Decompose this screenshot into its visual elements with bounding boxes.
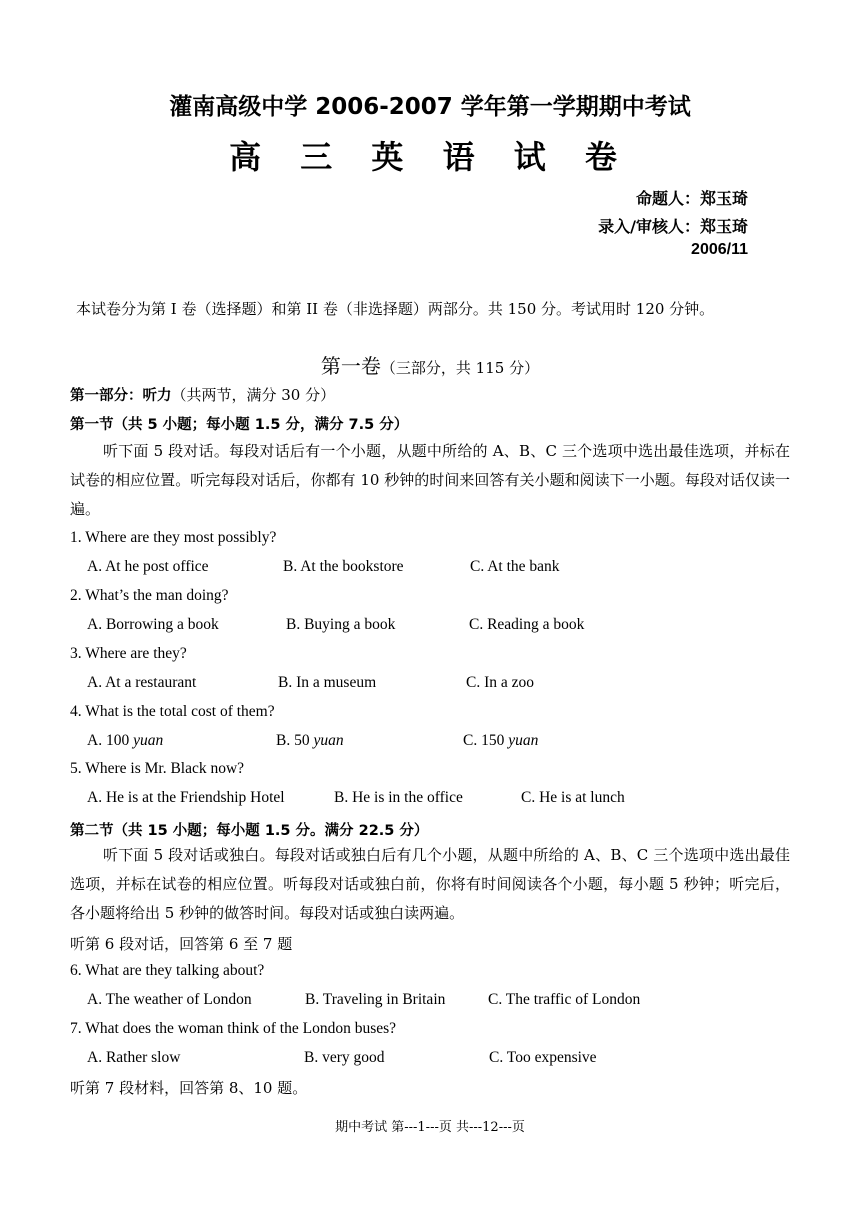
exam-subject-title: 高 三 英 语 试 卷 bbox=[229, 138, 631, 176]
author-line: 命题人：郑玉琦 bbox=[635, 189, 748, 208]
material-7-instruction: 听第 7 段材料，回答第 8、10 题。 bbox=[70, 1079, 308, 1097]
q4-option-c-text: C. 150 bbox=[463, 732, 509, 749]
q5-option-a: A. He is at the Friendship Hotel bbox=[87, 789, 285, 806]
q3-option-a: A. At a restaurant bbox=[87, 674, 197, 691]
question-5: 5. Where is Mr. Black now? bbox=[70, 760, 245, 777]
q1-option-b: B. At the bookstore bbox=[283, 558, 404, 575]
reviewer-line: 录入/审核人：郑玉琦 bbox=[598, 217, 748, 236]
question-1: 1. Where are they most possibly? bbox=[70, 529, 277, 546]
q4-option-c bbox=[463, 732, 538, 750]
q5-option-c: C. He is at lunch bbox=[521, 789, 625, 806]
part-one-heading bbox=[70, 384, 335, 405]
section-one-title: 第一节（共 5 小题；每小题 1.5 分，满分 7.5 分） bbox=[70, 417, 409, 433]
q6-option-c: C. The traffic of London bbox=[488, 991, 641, 1008]
volume-one-title: 第一卷 bbox=[320, 354, 381, 378]
q2-option-c: C. Reading a book bbox=[469, 616, 585, 633]
q4-option-a-unit: yuan bbox=[133, 732, 164, 749]
q5-option-b: B. He is in the office bbox=[334, 789, 463, 806]
section-two-instructions: 听下面 5 段对话或独白。每段对话或独白后有几个小题，从题中所给的 A、B、C 三个选项中选出最佳选项，并标在试卷的相应位置。听每段对话或独白前，你将有时间阅读各个小题，每小题 5 秒钟；听完后，各小题将给出 5 秒钟的做答时间。每段对话或独白读两遍。 bbox=[70, 846, 790, 922]
q3-option-c: C. In a zoo bbox=[466, 674, 535, 691]
q1-option-a: A. At he post office bbox=[87, 558, 209, 575]
part-one-title: 第一部分：听力 bbox=[70, 388, 172, 404]
volume-one-note: （三部分，共 115 分） bbox=[380, 359, 540, 377]
q4-option-b-text: B. 50 bbox=[276, 732, 314, 749]
question-4: 4. What is the total cost of them? bbox=[70, 703, 275, 720]
q4-option-a-text: A. 100 bbox=[87, 732, 134, 749]
q4-option-a bbox=[87, 732, 163, 750]
volume-one-heading bbox=[0, 350, 860, 379]
question-6: 6. What are they talking about? bbox=[70, 962, 265, 979]
q1-option-c: C. At the bank bbox=[470, 558, 560, 575]
q7-option-a: A. Rather slow bbox=[87, 1049, 181, 1066]
q2-option-b: B. Buying a book bbox=[286, 616, 396, 633]
page-footer: 期中考试 第---1---页 共---12---页 bbox=[335, 1120, 525, 1135]
part-one-note: （共两节，满分 30 分） bbox=[171, 386, 336, 404]
question-7: 7. What does the woman think of the London buses? bbox=[70, 1020, 397, 1037]
section-one-instructions: 听下面 5 段对话。每段对话后有一个小题，从题中所给的 A、B、C 三个选项中选出最佳选项，并标在试卷的相应位置。听完每段对话后，你都有 10 秒钟的时间来回答有关小题和阅读下一小题。每段对话仅读一遍。 bbox=[70, 442, 790, 518]
q7-option-b: B. very good bbox=[304, 1049, 385, 1066]
q3-option-b: B. In a museum bbox=[278, 674, 377, 691]
question-3: 3. Where are they? bbox=[70, 645, 187, 662]
section-two-title: 第二节（共 15 小题；每小题 1.5 分。满分 22.5 分） bbox=[70, 823, 429, 839]
q2-option-a: A. Borrowing a book bbox=[87, 616, 219, 633]
q4-option-b bbox=[276, 732, 344, 750]
q4-option-c-unit: yuan bbox=[508, 732, 539, 749]
school-exam-title: 灌南高级中学 2006-2007 学年第一学期期中考试 bbox=[169, 94, 691, 120]
exam-intro: 本试卷分为第 I 卷（选择题）和第 II 卷（非选择题）两部分。共 150 分。考试用时 120 分钟。 bbox=[76, 300, 715, 318]
question-2: 2. What’s the man doing? bbox=[70, 587, 229, 604]
q6-option-a: A. The weather of London bbox=[87, 991, 252, 1008]
q6-option-b: B. Traveling in Britain bbox=[305, 991, 446, 1008]
exam-date: 2006/11 bbox=[691, 241, 748, 258]
q7-option-c: C. Too expensive bbox=[489, 1049, 597, 1066]
dialog-6-instruction: 听第 6 段对话，回答第 6 至 7 题 bbox=[70, 935, 293, 953]
q4-option-b-unit: yuan bbox=[313, 732, 344, 749]
